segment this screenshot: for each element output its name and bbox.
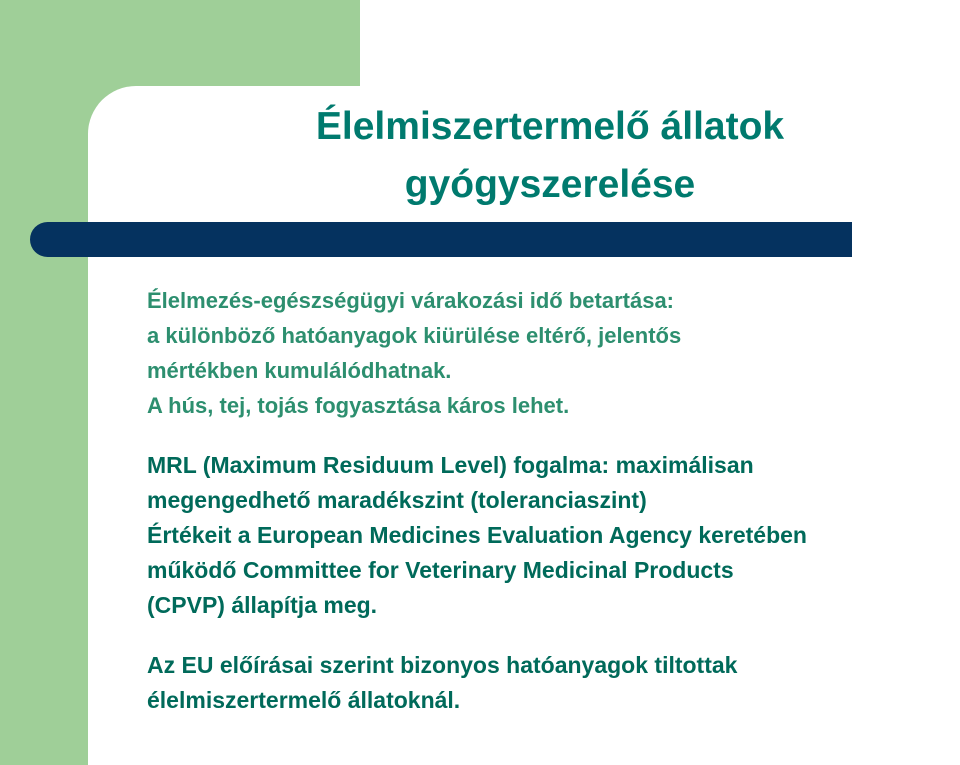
paragraph-line: Élelmezés-egészségügyi várakozási idő betartása: — [147, 288, 675, 313]
paragraph-mrl — [147, 448, 957, 623]
paragraph-line: Értékeit a European Medicines Evaluation Agency keretében — [147, 522, 807, 548]
paragraph-line: megengedhető maradékszint (toleranciaszint) — [147, 487, 647, 513]
slide-title-line-2: gyógyszerelése — [404, 163, 696, 206]
paragraph-line: működő Committee for Veterinary Medicinal Products — [147, 557, 734, 583]
paragraph-line: a különböző hatóanyagok kiürülése eltérő, jelentős — [147, 323, 682, 348]
paragraph-withdrawal-period — [147, 283, 957, 423]
paragraph-line: (CPVP) állapítja meg. — [147, 592, 378, 618]
slide-title-line-1: Élelmiszertermelő állatok — [315, 105, 785, 148]
paragraph-eu-rules — [147, 648, 957, 718]
paragraph-line: élelmiszertermelő állatoknál. — [147, 687, 461, 713]
title-divider-bar — [30, 222, 852, 257]
slide-body — [147, 283, 957, 718]
paragraph-line: A hús, tej, tojás fogyasztása káros lehet. — [147, 393, 570, 418]
paragraph-line: mértékben kumulálódhatnak. — [147, 358, 452, 383]
slide-title — [190, 98, 910, 214]
paragraph-line: Az EU előírásai szerint bizonyos hatóanyagok tiltottak — [147, 652, 738, 678]
paragraph-line: MRL (Maximum Residuum Level) fogalma: maximálisan — [147, 452, 754, 478]
